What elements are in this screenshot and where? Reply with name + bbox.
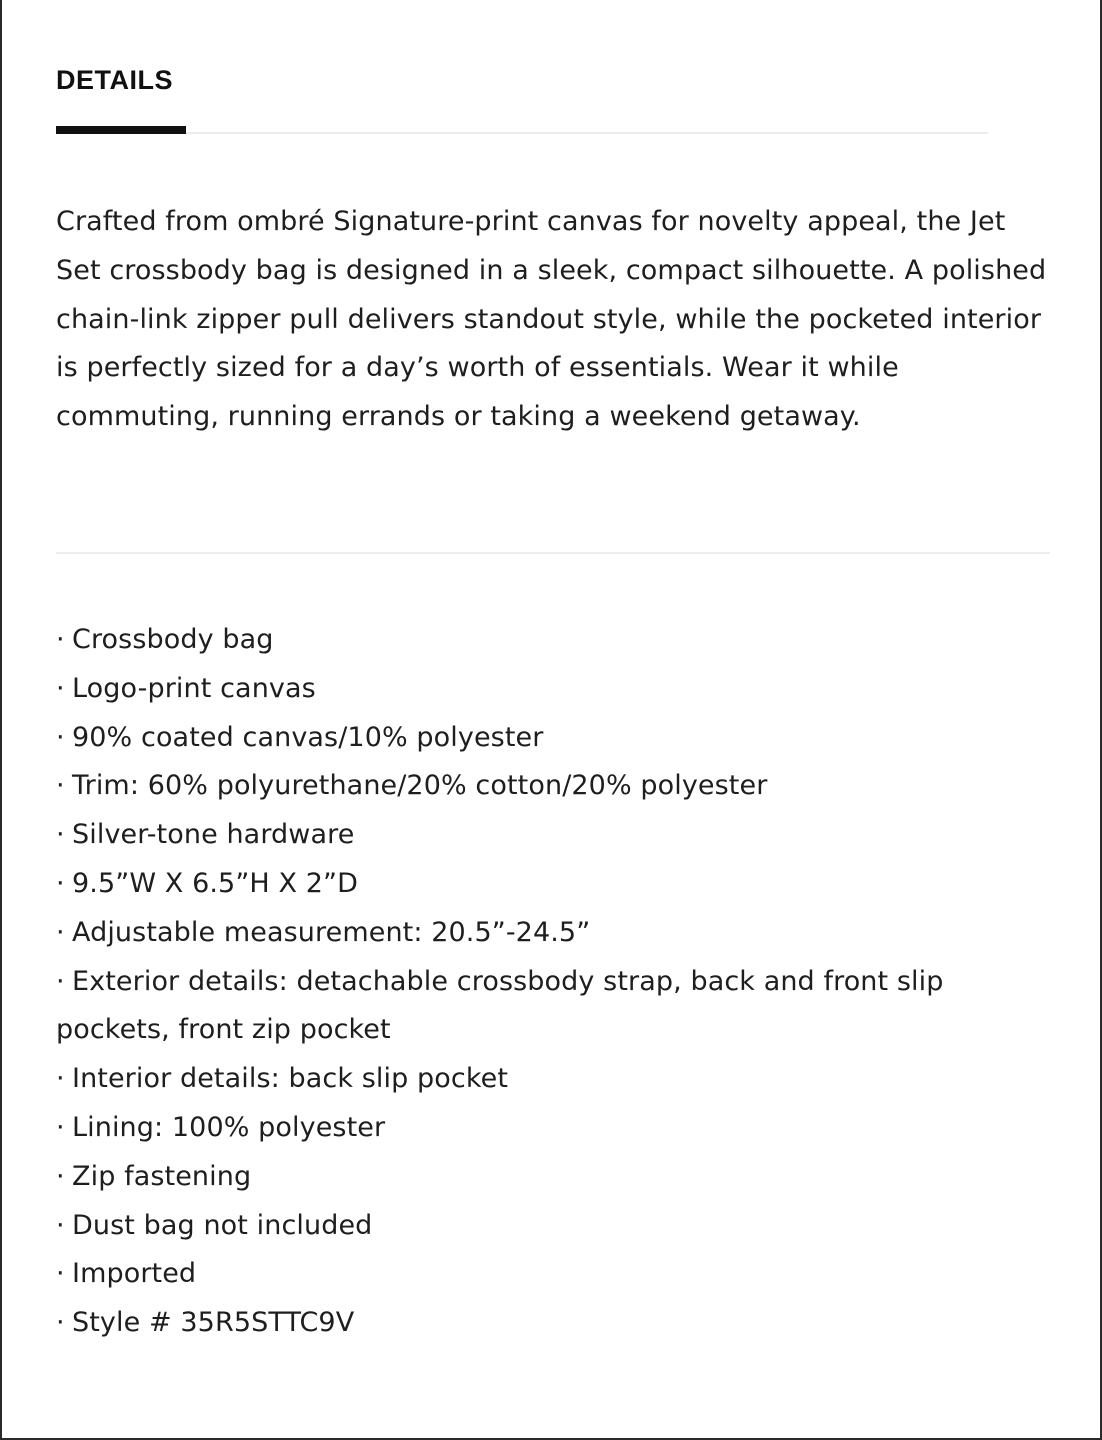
feature-text: Silver-tone hardware bbox=[72, 819, 355, 851]
feature-text: Zip fastening bbox=[72, 1160, 252, 1192]
feature-item bbox=[56, 811, 1056, 860]
feature-item bbox=[56, 616, 1056, 665]
feature-text: Trim: 60% polyurethane/20% cotton/20% polyester bbox=[72, 770, 768, 802]
feature-text: Dust bag not included bbox=[72, 1209, 373, 1241]
feature-text: 90% coated canvas/10% polyester bbox=[72, 721, 544, 753]
feature-text: Exterior details: detachable crossbody strap, back and front slip pockets, front zip pocket bbox=[56, 965, 944, 1046]
bullet-icon: · bbox=[56, 1307, 65, 1339]
bullet-icon: · bbox=[56, 770, 65, 802]
feature-text: Adjustable measurement: 20.5”-24.5” bbox=[72, 916, 591, 948]
tab-details[interactable]: DETAILS bbox=[56, 65, 173, 95]
feature-item bbox=[56, 958, 1056, 1056]
feature-item bbox=[56, 1299, 1056, 1348]
feature-text: Crossbody bag bbox=[72, 624, 274, 655]
bullet-icon: · bbox=[56, 672, 65, 704]
bullet-icon: · bbox=[56, 721, 65, 753]
feature-text: Logo-print canvas bbox=[72, 672, 316, 704]
feature-item bbox=[56, 1202, 1056, 1251]
feature-text: Lining: 100% polyester bbox=[72, 1111, 386, 1143]
feature-item bbox=[56, 665, 1056, 714]
feature-text: Style # 35R5STTC9V bbox=[72, 1307, 355, 1339]
bullet-icon: · bbox=[56, 1258, 65, 1290]
feature-item bbox=[56, 1104, 1056, 1153]
tab-underline-track bbox=[56, 132, 988, 134]
feature-item bbox=[56, 1153, 1056, 1202]
bullet-icon: · bbox=[56, 1111, 65, 1143]
feature-text: 9.5”W X 6.5”H X 2”D bbox=[72, 867, 359, 899]
bullet-icon: · bbox=[56, 965, 65, 997]
bullet-icon: · bbox=[56, 624, 65, 655]
feature-item bbox=[56, 860, 1056, 909]
bullet-icon: · bbox=[56, 819, 65, 851]
bullet-icon: · bbox=[56, 1160, 65, 1192]
tab-bar bbox=[56, 62, 1051, 136]
bullet-icon: · bbox=[56, 867, 65, 899]
feature-list bbox=[56, 616, 1056, 1348]
section-divider bbox=[56, 552, 1050, 554]
product-description: Crafted from ombré Signature-print canvas for novelty appeal, the Jet Set crossbody bag is designed in a sleek, compact silhouette. A polished chain-link zipper pull delivers standout style, while the pocketed interior is perfectly sized for a day’s worth of essentials. Wear it while commuting, running errands or taking a weekend getaway. bbox=[56, 206, 1047, 433]
bullet-icon: · bbox=[56, 916, 65, 948]
feature-item bbox=[56, 909, 1056, 958]
feature-text: Interior details: back slip pocket bbox=[72, 1063, 509, 1095]
feature-text: Imported bbox=[72, 1258, 197, 1290]
tab-active-indicator bbox=[56, 126, 186, 134]
feature-item bbox=[56, 1055, 1056, 1104]
bullet-icon: · bbox=[56, 1063, 65, 1095]
feature-item bbox=[56, 762, 1056, 811]
feature-item bbox=[56, 714, 1056, 763]
bullet-icon: · bbox=[56, 1209, 65, 1241]
feature-item bbox=[56, 1250, 1056, 1299]
